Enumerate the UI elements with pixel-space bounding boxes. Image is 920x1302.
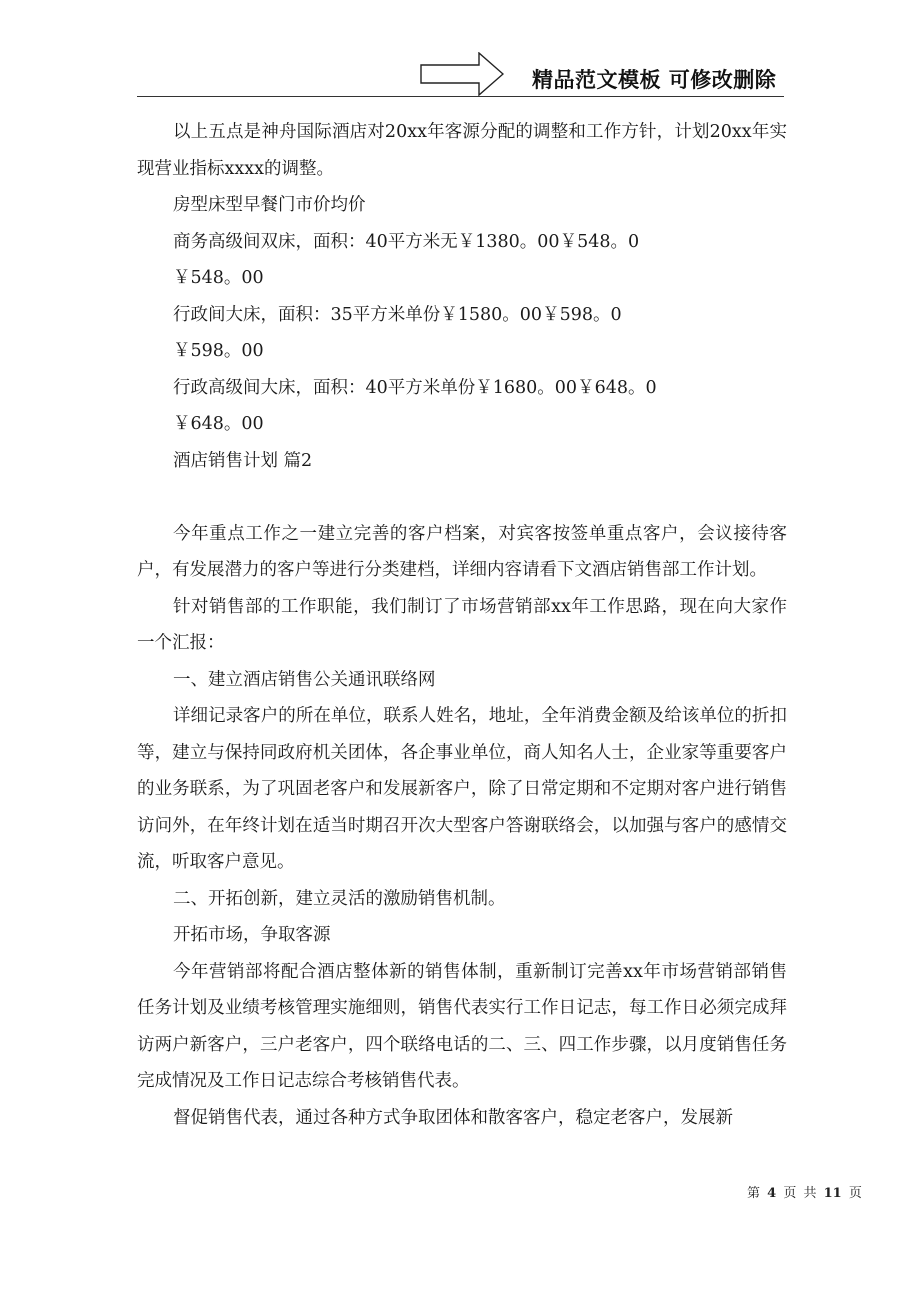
room-table-header: 房型床型早餐门市价均价 — [173, 195, 366, 215]
page-header — [0, 0, 920, 100]
document-body — [137, 114, 787, 1136]
header-title: 精品范文模板 可修改删除 — [532, 68, 777, 92]
heading-item-1: 一、建立酒店销售公关通讯联络网 — [173, 669, 436, 690]
room-row-executive-deluxe: 行政高级间大床，面积：40平方米单份￥1680。00￥648。0 — [173, 377, 657, 398]
room-row-business-twin: 商务高级间双床，面积：40平方米无￥1380。00￥548。0 — [173, 231, 640, 252]
paragraph-supervise: 督促销售代表，通过各种方式争取团体和散客客户，稳定老客户，发展新 — [173, 1107, 733, 1128]
arrow-right-icon — [420, 52, 504, 96]
paragraph-item-1: 详细记录客户的所在单位，联系人姓名，地址，全年消费金额及给该单位的折扣等，建立与保持同政府机关团体，各企事业单位，商人知名人士，企业家等重要客户的业务联系，为了巩固老客户和发展新客户，除了日常定期和不定期对客户进行销售访问外，在年终计划在适当时期召开次大型客户答谢联络会，以加强与客户的感情交流，听取客户意见。 — [137, 706, 787, 872]
paragraph-item-2: 今年营销部将配合酒店整体新的销售体制，重新制订完善xx年市场营销部销售任务计划及业绩考核管理实施细则，销售代表实行工作日记志，每工作日必须完成拜访两户新客户，三户老客户，四个联络电话的二、三、四工作步骤，以月度销售任务完成情况及工作日记志综合考核销售代表。 — [137, 961, 787, 1091]
room-row-executive-king: 行政间大床，面积：35平方米单份￥1580。00￥598。0 — [173, 304, 622, 325]
room-row-executive-deluxe-avg: ￥648。00 — [173, 414, 264, 434]
subheading-market: 开拓市场，争取客源 — [173, 925, 331, 945]
footer-middle: 页 共 — [783, 1186, 817, 1201]
section-title: 酒店销售计划 篇2 — [173, 450, 313, 471]
page-number — [747, 1182, 862, 1201]
footer-suffix: 页 — [848, 1186, 862, 1201]
header-divider — [137, 96, 784, 97]
footer-prefix: 第 — [747, 1186, 761, 1201]
room-row-executive-king-avg: ￥598。00 — [173, 341, 264, 361]
paragraph-intro: 今年重点工作之一建立完善的客户档案，对宾客按签单重点客户，会议接待客户，有发展潜力的客户等进行分类建档，详细内容请看下文酒店销售部工作计划。 — [137, 523, 787, 580]
room-row-business-twin-avg: ￥548。00 — [173, 268, 264, 288]
current-page: 4 — [767, 1186, 777, 1201]
total-pages: 11 — [823, 1186, 842, 1201]
paragraph-summary: 以上五点是神舟国际酒店对20xx年客源分配的调整和工作方针，计划20xx年实现营业指标xxxx的调整。 — [137, 122, 787, 179]
paragraph-report: 针对销售部的工作职能，我们制订了市场营销部xx年工作思路，现在向大家作一个汇报： — [137, 596, 787, 653]
blank-line — [137, 479, 787, 516]
heading-item-2: 二、开拓创新，建立灵活的激励销售机制。 — [173, 888, 506, 909]
